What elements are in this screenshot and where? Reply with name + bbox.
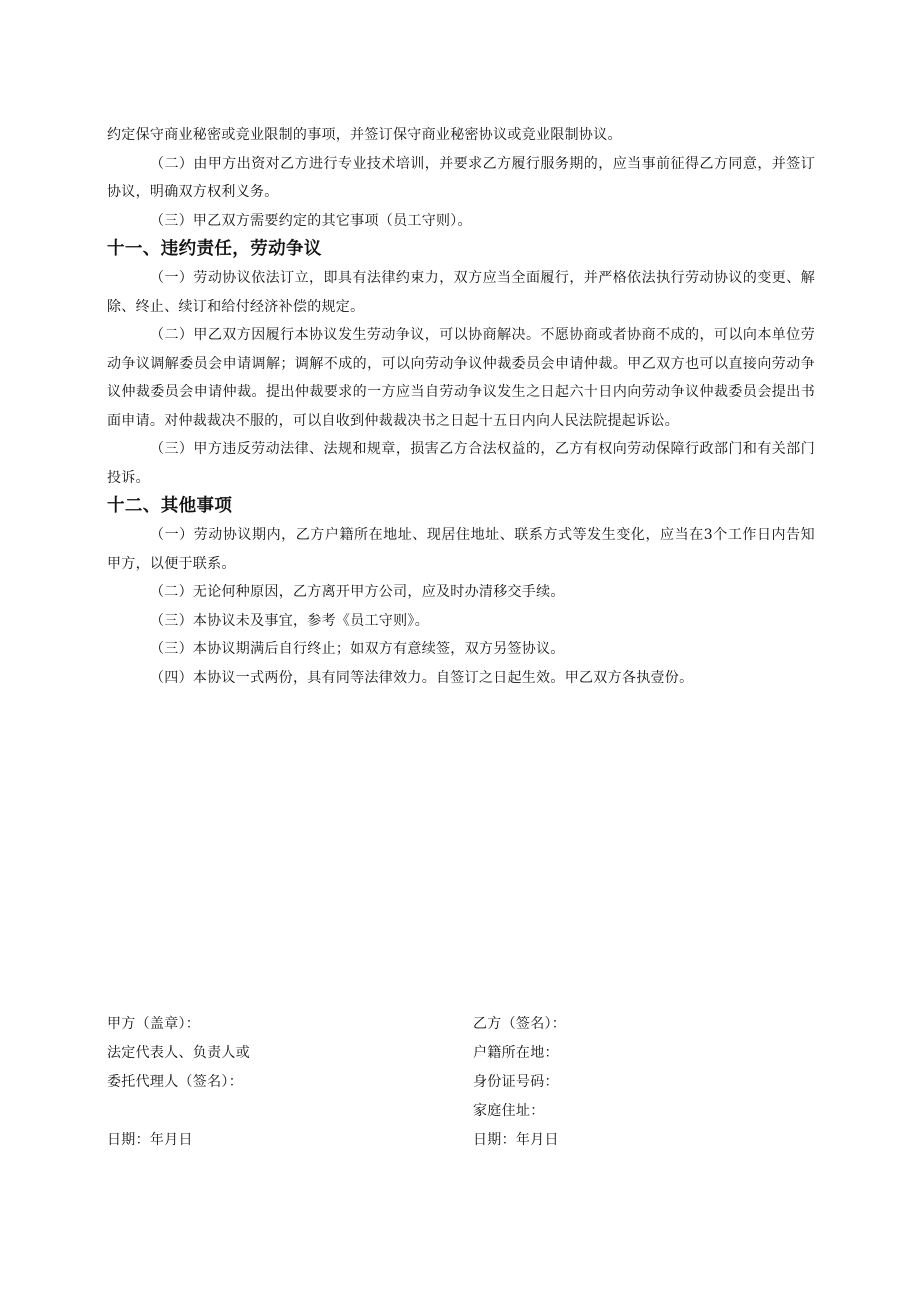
paragraph-11-2: （二）甲乙双方因履行本协议发生劳动争议，可以协商解决。不愿协商或者协商不成的，可以向本单位劳动争议调解委员会申请调解；调解不成的，可以向劳动争议仲裁委员会申请仲裁。甲乙双方也可以直接向劳动争议仲裁委员会申请仲裁。提出仲裁要求的一方应当自劳动争议发生之日起六十日内向劳动争议仲裁委员会提出书面申请。对仲裁裁决不服的，可以自收到仲裁裁决书之日起十五日内向人民法院提起诉讼。 [107, 327, 815, 429]
paragraph-12-2: （二）无论何种原因，乙方离开甲方公司，应及时办清移交手续。 [150, 584, 565, 600]
party-b-domicile-label: 户籍所在地： [473, 1045, 559, 1061]
party-b-id-number-label: 身份证号码： [473, 1074, 559, 1090]
paragraph-12-5: （四）本协议一式两份，具有同等法律效力。自签订之日起生效。甲乙双方各执壹份。 [150, 669, 694, 686]
party-a-signature-block [107, 1010, 437, 1155]
party-a-agent-signature-label: 委托代理人（签名）： [107, 1074, 243, 1090]
paragraph-11-3: （三）甲方违反劳动法律、法规和规章，损害乙方合法权益的，乙方有权向劳动保障行政部门和有关部门投诉。 [107, 441, 815, 486]
party-a-date-label: 日期：年月日 [107, 1132, 193, 1148]
section-11-heading: 十一、违约责任，劳动争议 [107, 239, 322, 259]
paragraph-10-3: （三）甲乙双方需要约定的其它事项（员工守则）。 [150, 212, 472, 229]
paragraph-10-2: （二）由甲方出资对乙方进行专业技术培训，并要求乙方履行服务期的，应当事前征得乙方同意，并签订协议，明确双方权利义务。 [107, 155, 815, 200]
spacer [107, 1097, 437, 1126]
party-b-address-label: 家庭住址： [473, 1103, 545, 1119]
party-b-signature-label: 乙方（签名）： [473, 1016, 567, 1032]
paragraph-12-4: （三）本协议期满后自行终止；如双方有意续签，双方另签协议。 [150, 641, 565, 657]
paragraph-12-3: （三）本协议未及事宜，参考《员工守则》。 [150, 612, 429, 629]
section-12-heading: 十二、其他事项 [107, 496, 233, 516]
party-a-representative-label: 法定代表人、负责人或 [107, 1045, 250, 1061]
paragraph-10-cont: 约定保守商业秘密或竞业限制的事项，并签订保守商业秘密协议或竞业限制协议。 [107, 127, 622, 143]
party-a-seal-label: 甲方（盖章）： [107, 1016, 201, 1032]
party-b-signature-block [473, 1010, 803, 1155]
paragraph-12-1: （一）劳动协议期内，乙方户籍所在地址、现居住地址、联系方式等发生变化，应当在3个工作日内告知甲方，以便于联系。 [107, 527, 815, 572]
party-b-date-label: 日期：年月日 [473, 1132, 559, 1148]
contract-body [107, 121, 815, 692]
paragraph-11-1: （一）劳动协议依法订立，即具有法律约束力，双方应当全面履行，并严格依法执行劳动协议的变更、解除、终止、续订和给付经济补偿的规定。 [107, 270, 815, 315]
